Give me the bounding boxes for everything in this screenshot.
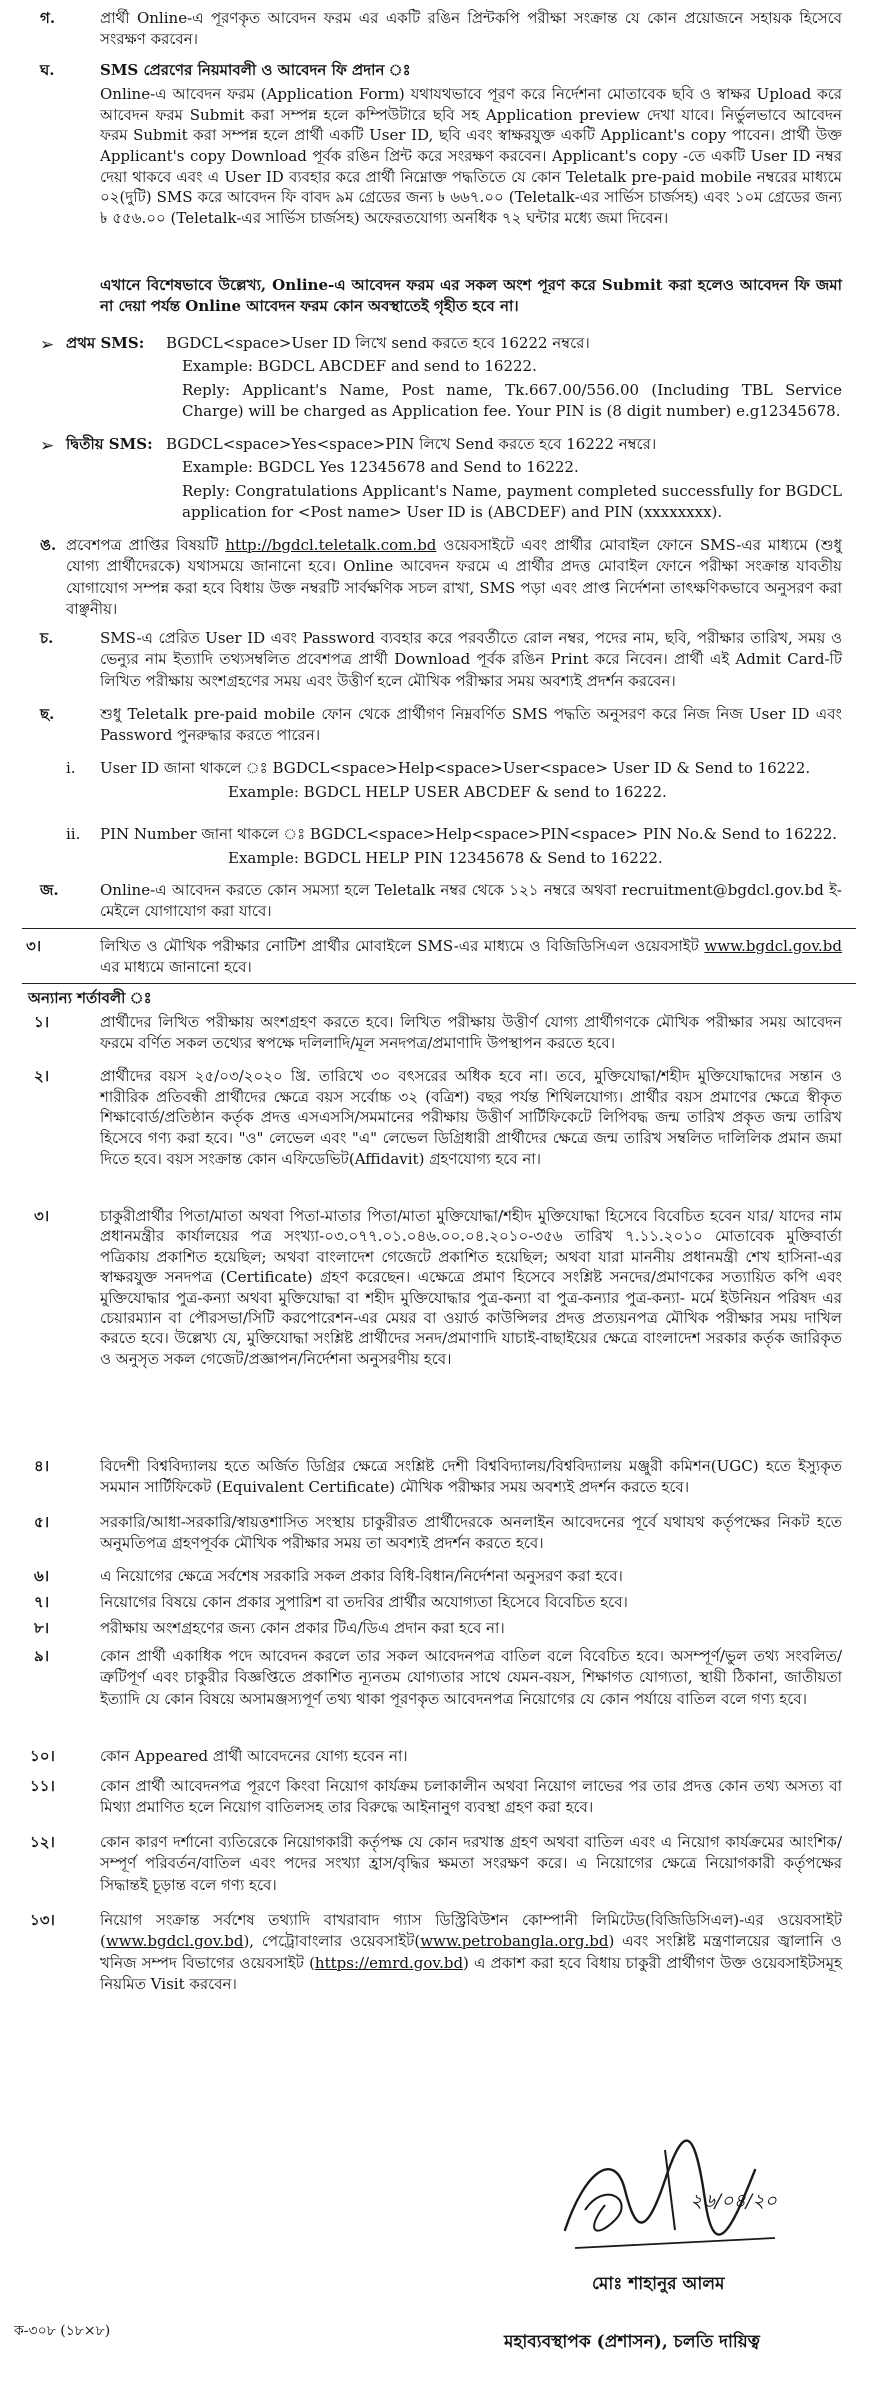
emrd-link[interactable]: https://emrd.gov.bd — [314, 1953, 464, 1972]
term-13-text-pre: নিয়োগ সংক্রান্ত সর্বশেষ তথ্যাদি বাখরাবাদ গ্যাস ডিস্ট্রিবিউশন কোম্পানী লিমিটেড(বিজিডিসিএল)-এর ওয়েবসাইট ( — [100, 1911, 842, 1951]
term-10-number: ১০। — [30, 1747, 55, 1765]
term-1-text: প্রার্থীদের লিখিত পরীক্ষায় অংশগ্রহণ করতে হবে। লিখিত পরীক্ষায় উত্তীর্ণ যোগ্য প্রার্থীগণকে মৌখিক পরীক্ষার সময় আবেদন ফরমে বর্ণিত সকল তথ্যের স্বপক্ষে দলিলাদি/মূল সনদপত্র/প্রমাণাদি উপস্থাপন করতে হবে। — [100, 1013, 842, 1053]
term-4-text: বিদেশী বিশ্ববিদ্যালয় হতে অর্জিত ডিগ্রির ক্ষেত্রে সংশ্লিষ্ট দেশী বিশ্ববিদ্যালয়/বিশ্ববিদ্যালয় মঞ্জুরী কমিশন(UGC) হতে ইস্যুকৃত সমমান সার্টিফিকেট (Equivalent Certificate) মৌখিক পরীক্ষার সময় অবশ্যই প্রদর্শন করতে হবে। — [100, 1457, 842, 1497]
item-cha-number: চ. — [40, 629, 54, 647]
term-7-text: নিয়োগের বিষয়ে কোন প্রকার সুপারিশ বা তদবির প্রার্থীর অযোগ্যতা হিসেবে বিবেচিত হবে। — [100, 1593, 628, 1611]
term-12-number: ১২। — [30, 1833, 55, 1851]
item-uma-number: ঙ. — [40, 536, 57, 554]
footer-code: ক-৩০৮ (১৮×৮) — [14, 2323, 111, 2339]
item-uma-text — [66, 535, 842, 620]
item-uma-text-post: ওয়েবসাইটে এবং প্রার্থীর মোবাইল ফোনে SMS-এর মাধ্যমে (শুধু যোগ্য প্রার্থীদেরকে) যথাসময়ে জানানো হবে। Online আবেদন ফরমে এ প্রার্থীর প্রদত্ত মোবাইল ফোনে পরীক্ষা সংক্রান্ত যাবতীয় যোগাযোগ সম্পন্ন করা হবে বিধায় উক্ত নম্বরটি সার্বক্ষণিক সচল রাখা, SMS পড়া এবং প্রাপ্ত নির্দেশনা তাৎক্ষণিকভাবে অনুসরণ করা বাঞ্ছনীয়। — [66, 536, 842, 618]
recovery-item-2-example: Example: BGDCL HELP PIN 12345678 & Send to 16222. — [228, 849, 663, 867]
first-sms-instruction: BGDCL<space>User ID লিখে send করতে হবে 16222 নম্বরে। — [166, 334, 590, 352]
signature-date: ২৬/০৪/২০ — [690, 2190, 777, 2212]
term-11-number: ১১। — [30, 1777, 55, 1795]
recovery-item-2-number: ii. — [66, 825, 81, 843]
section-3-number: ৩। — [26, 937, 42, 955]
divider — [22, 928, 856, 929]
item-ja-text: Online-এ আবেদন করতে কোন সমস্যা হলে Teletalk নম্বর থেকে ১২১ নম্বরে অথবা recruitment@bgdcl.gov.bd ই-মেইলে যোগাযোগ করা যাবে। — [100, 881, 842, 921]
second-sms-instruction: BGDCL<space>Yes<space>PIN লিখে Send করতে হবে 16222 নম্বরে। — [166, 435, 657, 453]
bgdcl-website-link[interactable]: www.bgdcl.gov.bd — [704, 937, 842, 955]
term-13-number: ১৩। — [30, 1911, 55, 1929]
term-2-text: প্রার্থীদের বয়স ২৫/০৩/২০২০ খ্রি. তারিখে ৩০ বৎসরের অধিক হবে না। তবে, মুক্তিযোদ্ধা/শহীদ মুক্তিযোদ্ধাদের সন্তান ও শারীরিক প্রতিবন্ধী প্রার্থীদের ক্ষেত্রে বয়স সর্বোচ্চ ৩২ (বত্রিশ) বছর পর্যন্ত শিথিলযোগ্য। প্রার্থীর বয়স প্রমাণের ক্ষেত্রে স্বীকৃত শিক্ষাবোর্ড/প্রতিষ্ঠান কর্তৃক প্রদত্ত এসএসসি/সমমানের পরীক্ষায় উত্তীর্ণ সার্টিফিকেটে লিপিবদ্ধ জন্ম তারিখ প্রকৃত জন্ম তারিখ হিসেবে গণ্য করা হবে। "ও" লেভেল এবং "এ" লেভেল ডিগ্রিধারী প্রার্থীদের ক্ষেত্রে জন্ম তারিখ সম্বলিত দালিলিক প্রমান জমা দিতে হবে। বয়স সংক্রান্ত কোন এফিডেভিট(Affidavit) গ্রহণযোগ্য হবে না। — [100, 1067, 842, 1168]
item-gha-number: ঘ. — [40, 61, 55, 79]
term-4-number: ৪। — [34, 1457, 50, 1475]
term-6-text: এ নিয়োগের ক্ষেত্রে সর্বশেষ সরকারি সকল প্রকার বিধি-বিধান/নির্দেশনা অনুসরণ করা হবে। — [100, 1567, 623, 1585]
first-sms-arrow-icon: ➢ — [40, 335, 55, 355]
signatory-designation: মহাব্যবস্থাপক (প্রশাসন), চলতি দায়িত্ব — [504, 2332, 760, 2352]
item-chha-number: ছ. — [40, 705, 55, 723]
item-uma-text-pre: প্রবেশপত্র প্রাপ্তির বিষয়টি — [66, 536, 226, 554]
term-13-text — [100, 1910, 842, 1995]
term-11-text: কোন প্রার্থী আবেদনপত্র পূরণে কিংবা নিয়োগ কার্যক্রম চলাকালীন অথবা নিয়োগ লাভের পর তার প্রদত্ত কোন তথ্য অসত্য বা মিথ্যা প্রমাণিত হলে নিয়োগ বাতিলসহ তার বিরুদ্ধে আইনানুগ ব্যবস্থা গ্রহণ করা হবে। — [100, 1777, 842, 1817]
recovery-item-1-number: i. — [66, 759, 76, 777]
term-3-number: ৩। — [34, 1207, 50, 1225]
section-3-text-pre: লিখিত ও মৌখিক পরীক্ষার নোটিশ প্রার্থীর মোবাইলে SMS-এর মাধ্যমে ও বিজিডিসিএল ওয়েবসাইট — [100, 937, 705, 955]
second-sms-reply: Reply: Congratulations Applicant's Name, payment completed successfully for BGDCL application for <Post name> User ID is (ABCDEF) and PIN (xxxxxxxx). — [182, 482, 842, 522]
sms-rules-body: Online-এ আবেদন ফরম (Application Form) যথাযথভাবে পূরণ করে নির্দেশনা মোতাবেক ছবি ও স্বাক্ষর Upload করে আবেদন ফরম Submit করা সম্পন্ন হলে কম্পিউটারে ছবি সহ Application preview দেখা যাবে। নির্ভুলভাবে আবেদন ফরম Submit করা সম্পন্ন হলে প্রার্থী একটি User ID, ছবি এবং স্বাক্ষরযুক্ত একটি Applicant's copy পাবেন। প্রার্থী উক্ত Applicant's copy Download পূর্বক রঙিন প্রিন্ট করে সংরক্ষণ করবেন। Applicant's copy -তে একটি User ID নম্বর দেয়া থাকবে এবং এ User ID ব্যবহার করে প্রার্থী নিম্নোক্ত পদ্ধতিতে যে কোন Teletalk pre-paid mobile নম্বরের মাধ্যমে ০২(দুটি) SMS করে আবেদন ফি বাবদ ৯ম গ্রেডের জন্য ৳ ৬৬৭.০০ (Teletalk-এর সার্ভিস চার্জসহ) এবং ১০ম গ্রেডের জন্য ৳ ৫৫৬.০০ (Teletalk-এর সার্ভিস চার্জসহ) অফেরতযোগ্য অনধিক ৭২ ঘন্টার মধ্যে জমা দিবেন। — [100, 85, 842, 228]
item-ga-number: গ. — [40, 9, 56, 27]
bgdcl-link[interactable]: www.bgdcl.gov.bd — [105, 1932, 244, 1951]
recovery-item-1-example: Example: BGDCL HELP USER ABCDEF & send to 16222. — [228, 783, 667, 801]
signature-image — [545, 2110, 785, 2260]
term-7-number: ৭। — [34, 1593, 50, 1611]
first-sms-reply: Reply: Applicant's Name, Post name, Tk.667.00/556.00 (Including TBL Service Charge) will be charged as Application fee. Your PIN is (8 digit number) e.g12345678. — [182, 381, 842, 421]
second-sms-example: Example: BGDCL Yes 12345678 and Send to 16222. — [182, 458, 579, 476]
term-12-text: কোন কারণ দর্শানো ব্যতিরেকে নিয়োগকারী কর্তৃপক্ষ যে কোন দরখাস্ত গ্রহণ অথবা বাতিল এবং এ নিয়োগ কার্যক্রমের আংশিক/সম্পূর্ণ পরিবর্তন/বাতিল এবং পদের সংখ্যা হ্রাস/বৃদ্ধির ক্ষমতা সংরক্ষণ করে। এ নিয়োগের ক্ষেত্রে নিয়োগকারী কর্তৃপক্ষের সিদ্ধান্তই চূড়ান্ত বলে গণ্য হবে। — [100, 1833, 842, 1894]
item-cha-text: SMS-এ প্রেরিত User ID এবং Password ব্যবহার করে পরবর্তীতে রোল নম্বর, পদের নাম, ছবি, পরীক্ষার তারিখ, সময় ও ভেন্যুর নাম ইত্যাদি তথ্যসম্বলিত প্রবেশপত্র প্রার্থী Download পূর্বক রঙিন Print করে নিবেন। প্রার্থী এই Admit Card-টি লিখিত পরীক্ষায় অংশগ্রহণের সময় এবং উত্তীর্ণ হলে মৌখিক পরীক্ষার সময় অবশ্যই প্রদর্শন করবেন। — [100, 629, 842, 690]
first-sms-example: Example: BGDCL ABCDEF and send to 16222. — [182, 357, 537, 375]
term-1-number: ১। — [34, 1013, 50, 1031]
term-3-text: চাকুরীপ্রার্থীর পিতা/মাতা অথবা পিতা-মাতার পিতা/মাতা মুক্তিযোদ্ধা/শহীদ মুক্তিযোদ্ধা হিসেবে বিবেচিত হবেন যার/ যাদের নাম প্রধানমন্ত্রীর কার্যালয়ের পত্র সংখ্যা-০৩.০৭৭.০১.০৪৬.০০.০৪.২০১০-৩৫৬ তারিখ ৭.১১.২০১০ মোতাবেক মুক্তিবার্তা পত্রিকায় প্রকাশিত হয়েছিল; অথবা বাংলাদেশ গেজেটে প্রকাশিত হয়েছিল; অথবা যারা মাননীয় প্রধানমন্ত্রী শেখ হাসিনা-এর স্বাক্ষরযুক্ত সনদপত্র (Certificate) গ্রহণ করেছেন। এক্ষেত্রে প্রমাণ হিসেবে সংশ্লিষ্ট সনদের/প্রমাণকের সত্যায়িত কপি এবং মুক্তিযোদ্ধার পুত্র-কন্যা অথবা মুক্তিযোদ্ধা বা শহীদ মুক্তিযোদ্ধার পুত্র-কন্যা বা পুত্র-কন্যার পুত্র-কন্যা- মর্মে ইউনিয়ন পরিষদ এর চেয়ারম্যান বা পৌরসভা/সিটি করপোরেশন-এর মেয়র বা ওয়ার্ড কাউন্সিলর প্রদত্ত প্রত্যয়নপত্র মৌখিক পরীক্ষার সময় দাখিল করতে হবে। উল্লেখ্য যে, মুক্তিযোদ্ধা সংশ্লিষ্ট প্রার্থীদের সনদ/প্রমাণাদি যাচাই-বাছাইয়ের ক্ষেত্রে বাংলাদেশ সরকার কর্তৃক জারিকৃত ও অনুসৃত সকল গেজেট/প্রজ্ঞাপন/নির্দেশনা অনুসরণীয় হবে। — [100, 1207, 842, 1368]
recovery-item-1-text: User ID জানা থাকলে ঃ BGDCL<space>Help<space>User<space> User ID & Send to 16222. — [100, 759, 811, 777]
sms-rules-note: এখানে বিশেষভাবে উল্লেখ্য, Online-এ আবেদন ফরম এর সকল অংশ পূরণ করে Submit করা হলেও আবেদন ফি জমা না দেয়া পর্যন্ত Online আবেদন ফরম কোন অবস্থাতেই গৃহীত হবে না। — [100, 276, 842, 315]
item-chha-text: শুধু Teletalk pre-paid mobile ফোন থেকে প্রার্থীগণ নিম্নবর্ণিত SMS পদ্ধতি অনুসরণ করে নিজ নিজ User ID এবং Password পুনরুদ্ধার করতে পারেন। — [100, 705, 842, 745]
admit-card-link[interactable]: http://bgdcl.teletalk.com.bd — [225, 536, 437, 554]
section-3-text-post: এর মাধ্যমে জানানো হবে। — [100, 958, 252, 977]
term-13-text-mid2: ) এবং সংশ্লিষ্ট মন্ত্রণালয়ের জ্বালানি ও খনিজ সম্পদ বিভাগের ওয়েবসাইট ( — [100, 1932, 842, 1972]
second-sms-arrow-icon: ➢ — [40, 436, 55, 456]
section-3-text — [100, 936, 842, 979]
signatory-name: মোঃ শাহানুর আলম — [592, 2274, 725, 2294]
term-8-number: ৮। — [34, 1619, 50, 1637]
first-sms-label: প্রথম SMS: — [66, 334, 145, 352]
item-ja-number: জ. — [40, 881, 59, 899]
other-terms-heading: অন্যান্য শর্তাবলী ঃ — [28, 989, 152, 1007]
term-9-text: কোন প্রার্থী একাধিক পদে আবেদন করলে তার সকল আবেদনপত্র বাতিল বলে বিবেচিত হবে। অসম্পূর্ণ/ভুল তথ্য সংবলিত/ত্রুটিপূর্ণ এবং চাকুরীর বিজ্ঞপ্তিতে প্রকাশিত ন্যূনতম যোগ্যতার সাথে যেমন-বয়স, শিক্ষাগত যোগ্যতা, স্থায়ী ঠিকানা, জাতীয়তা ইত্যাদি যে কোন বিষয়ে অসামঞ্জস্যপূর্ণ তথ্য থাকা পূরণকৃত আবেদনপত্র নিয়োগের যে কোন পর্যায়ে বাতিল বলে গণ্য হবে। — [100, 1647, 842, 1708]
term-6-number: ৬। — [34, 1567, 50, 1585]
item-ga-text: প্রার্থী Online-এ পূরণকৃত আবেদন ফরম এর একটি রঙিন প্রিন্টকপি পরীক্ষা সংক্রান্ত যে কোন প্রয়োজনে সহায়ক হিসেবে সংরক্ষণ করবেন। — [100, 9, 842, 49]
term-9-number: ৯। — [34, 1647, 50, 1665]
second-sms-label: দ্বিতীয় SMS: — [66, 435, 153, 453]
term-13-text-mid1: ), পেট্রোবাংলার ওয়েবসাইট( — [243, 1932, 421, 1951]
term-5-number: ৫। — [34, 1513, 50, 1531]
term-2-number: ২। — [34, 1067, 50, 1085]
sms-rules-heading: SMS প্রেরণের নিয়মাবলী ও আবেদন ফি প্রদান ঃ — [100, 61, 411, 79]
term-13-text-post: ) এ প্রকাশ করা হবে বিধায় চাকুরী প্রার্থীগণ উক্ত ওয়েবসাইটসমূহ নিয়মিত Visit করবেন। — [100, 1953, 842, 1993]
recovery-item-2-text: PIN Number জানা থাকলে ঃ BGDCL<space>Help<space>PIN<space> PIN No.& Send to 16222. — [100, 825, 838, 843]
divider — [22, 983, 856, 984]
term-5-text: সরকারি/আধা-সরকারি/স্বায়ত্তশাসিত সংস্থায় চাকুরীরত প্রার্থীদেরকে অনলাইন আবেদনের পূর্বে যথাযথ কর্তৃপক্ষের নিকট হতে অনুমতিপত্র গ্রহণপূর্বক মৌখিক পরীক্ষার সময় তা অবশ্যই প্রদর্শন করতে হবে। — [100, 1513, 842, 1553]
term-10-text: কোন Appeared প্রার্থী আবেদনের যোগ্য হবেন না। — [100, 1747, 408, 1765]
petrobangla-link[interactable]: www.petrobangla.org.bd — [420, 1932, 609, 1951]
term-8-text: পরীক্ষায় অংশগ্রহণের জন্য কোন প্রকার টিএ/ডিএ প্রদান করা হবে না। — [100, 1619, 505, 1637]
